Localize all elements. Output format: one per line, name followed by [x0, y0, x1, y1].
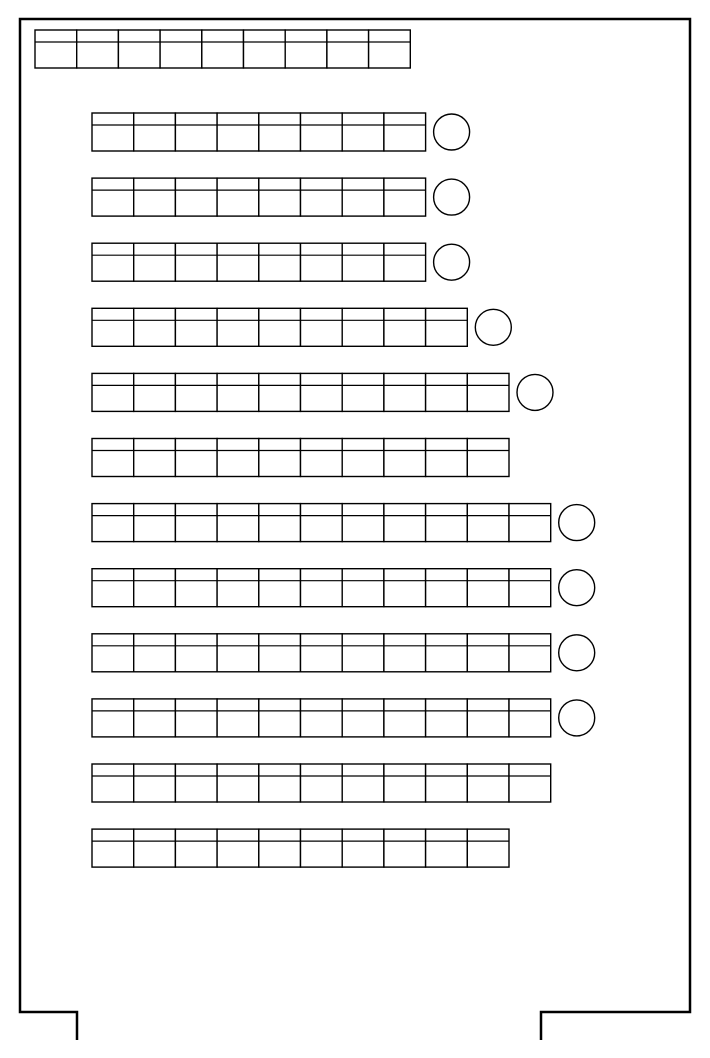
- seat[interactable]: [259, 569, 301, 607]
- seat[interactable]: [175, 699, 217, 737]
- seat-row: [92, 504, 595, 542]
- seat[interactable]: [259, 504, 301, 542]
- seat[interactable]: [92, 699, 134, 737]
- seat[interactable]: [467, 699, 509, 737]
- seat[interactable]: [217, 243, 259, 281]
- seat[interactable]: [217, 829, 259, 867]
- seat[interactable]: [342, 829, 384, 867]
- seat[interactable]: [384, 829, 426, 867]
- seat[interactable]: [244, 30, 286, 68]
- row-marker: [559, 570, 595, 606]
- seat[interactable]: [175, 504, 217, 542]
- seat[interactable]: [426, 504, 468, 542]
- seat-row: [92, 569, 595, 607]
- seat-row: [92, 829, 509, 867]
- row-marker: [559, 700, 595, 736]
- seat-row: [92, 373, 553, 411]
- seat-row: [92, 243, 470, 281]
- seat[interactable]: [426, 634, 468, 672]
- seat[interactable]: [327, 30, 369, 68]
- seat[interactable]: [160, 30, 202, 68]
- seat[interactable]: [342, 569, 384, 607]
- seat[interactable]: [384, 113, 426, 151]
- seat[interactable]: [259, 178, 301, 216]
- seat[interactable]: [301, 178, 343, 216]
- seat[interactable]: [259, 634, 301, 672]
- seat[interactable]: [175, 764, 217, 802]
- seat[interactable]: [175, 373, 217, 411]
- seat[interactable]: [217, 699, 259, 737]
- seat[interactable]: [259, 764, 301, 802]
- seat[interactable]: [92, 764, 134, 802]
- seat[interactable]: [301, 373, 343, 411]
- header-seat-row: [35, 30, 410, 68]
- seat[interactable]: [175, 439, 217, 477]
- seat[interactable]: [217, 504, 259, 542]
- seat[interactable]: [92, 373, 134, 411]
- seat[interactable]: [342, 373, 384, 411]
- seat[interactable]: [342, 178, 384, 216]
- seat[interactable]: [301, 308, 343, 346]
- seat[interactable]: [175, 178, 217, 216]
- seat[interactable]: [175, 634, 217, 672]
- row-marker: [434, 114, 470, 150]
- seat[interactable]: [384, 504, 426, 542]
- seat[interactable]: [342, 764, 384, 802]
- seat[interactable]: [426, 829, 468, 867]
- seat[interactable]: [369, 30, 411, 68]
- seat[interactable]: [301, 113, 343, 151]
- seat-row: [92, 439, 509, 477]
- seat[interactable]: [175, 569, 217, 607]
- seat[interactable]: [509, 504, 551, 542]
- seat[interactable]: [301, 634, 343, 672]
- seat[interactable]: [92, 113, 134, 151]
- seat[interactable]: [467, 504, 509, 542]
- seat[interactable]: [259, 113, 301, 151]
- seat[interactable]: [467, 373, 509, 411]
- row-marker: [434, 244, 470, 280]
- seat[interactable]: [467, 634, 509, 672]
- seat[interactable]: [134, 764, 176, 802]
- seat[interactable]: [384, 243, 426, 281]
- seat[interactable]: [217, 178, 259, 216]
- seat[interactable]: [217, 569, 259, 607]
- seat[interactable]: [92, 634, 134, 672]
- seat[interactable]: [217, 439, 259, 477]
- seat[interactable]: [134, 308, 176, 346]
- seat[interactable]: [134, 373, 176, 411]
- row-marker: [475, 309, 511, 345]
- seat[interactable]: [175, 243, 217, 281]
- seat[interactable]: [259, 829, 301, 867]
- seat[interactable]: [259, 243, 301, 281]
- seat[interactable]: [301, 699, 343, 737]
- seat[interactable]: [384, 634, 426, 672]
- seat[interactable]: [134, 243, 176, 281]
- seat[interactable]: [426, 569, 468, 607]
- row-marker: [559, 505, 595, 541]
- row-marker: [434, 179, 470, 215]
- seat[interactable]: [259, 308, 301, 346]
- seat[interactable]: [92, 243, 134, 281]
- seat[interactable]: [384, 178, 426, 216]
- seat[interactable]: [217, 373, 259, 411]
- seat[interactable]: [259, 699, 301, 737]
- seat[interactable]: [426, 373, 468, 411]
- seat[interactable]: [384, 699, 426, 737]
- seat[interactable]: [301, 764, 343, 802]
- seat[interactable]: [35, 30, 77, 68]
- seat[interactable]: [301, 439, 343, 477]
- seat[interactable]: [175, 829, 217, 867]
- seat-row: [92, 113, 470, 151]
- seat[interactable]: [426, 308, 468, 346]
- seat[interactable]: [134, 178, 176, 216]
- seat[interactable]: [467, 764, 509, 802]
- seat[interactable]: [467, 439, 509, 477]
- seat[interactable]: [426, 764, 468, 802]
- seat-row: [92, 699, 595, 737]
- seat[interactable]: [92, 504, 134, 542]
- seat-rows: [35, 30, 595, 867]
- seat-row: [92, 634, 595, 672]
- seat[interactable]: [92, 178, 134, 216]
- row-marker: [517, 374, 553, 410]
- seat[interactable]: [467, 569, 509, 607]
- seat[interactable]: [467, 829, 509, 867]
- seat[interactable]: [509, 764, 551, 802]
- seat[interactable]: [134, 569, 176, 607]
- seat[interactable]: [301, 829, 343, 867]
- seat[interactable]: [384, 439, 426, 477]
- seat[interactable]: [92, 569, 134, 607]
- seat[interactable]: [175, 113, 217, 151]
- seat-row: [92, 308, 511, 346]
- seat[interactable]: [217, 113, 259, 151]
- seat[interactable]: [285, 30, 327, 68]
- seat[interactable]: [77, 30, 119, 68]
- seat[interactable]: [259, 439, 301, 477]
- seat[interactable]: [426, 699, 468, 737]
- seat-row: [92, 764, 551, 802]
- seat[interactable]: [426, 439, 468, 477]
- seat[interactable]: [92, 308, 134, 346]
- seat[interactable]: [134, 829, 176, 867]
- seat[interactable]: [301, 504, 343, 542]
- seat[interactable]: [92, 829, 134, 867]
- seat[interactable]: [342, 699, 384, 737]
- seat[interactable]: [134, 699, 176, 737]
- seat[interactable]: [301, 243, 343, 281]
- seat[interactable]: [301, 569, 343, 607]
- seat[interactable]: [175, 308, 217, 346]
- seat[interactable]: [202, 30, 244, 68]
- seat[interactable]: [384, 308, 426, 346]
- seat[interactable]: [134, 439, 176, 477]
- seat[interactable]: [92, 439, 134, 477]
- seat[interactable]: [384, 569, 426, 607]
- seat[interactable]: [134, 634, 176, 672]
- seat[interactable]: [342, 634, 384, 672]
- seat[interactable]: [134, 113, 176, 151]
- seat[interactable]: [384, 373, 426, 411]
- seat[interactable]: [217, 634, 259, 672]
- seat[interactable]: [509, 634, 551, 672]
- seat[interactable]: [259, 373, 301, 411]
- seat[interactable]: [509, 699, 551, 737]
- seat[interactable]: [342, 504, 384, 542]
- seat[interactable]: [217, 308, 259, 346]
- seat[interactable]: [342, 113, 384, 151]
- seat[interactable]: [134, 504, 176, 542]
- seat[interactable]: [384, 764, 426, 802]
- seat[interactable]: [342, 308, 384, 346]
- seat-row: [92, 178, 470, 216]
- seat[interactable]: [118, 30, 160, 68]
- seat[interactable]: [342, 439, 384, 477]
- seat[interactable]: [217, 764, 259, 802]
- seat[interactable]: [509, 569, 551, 607]
- seat[interactable]: [342, 243, 384, 281]
- row-marker: [559, 635, 595, 671]
